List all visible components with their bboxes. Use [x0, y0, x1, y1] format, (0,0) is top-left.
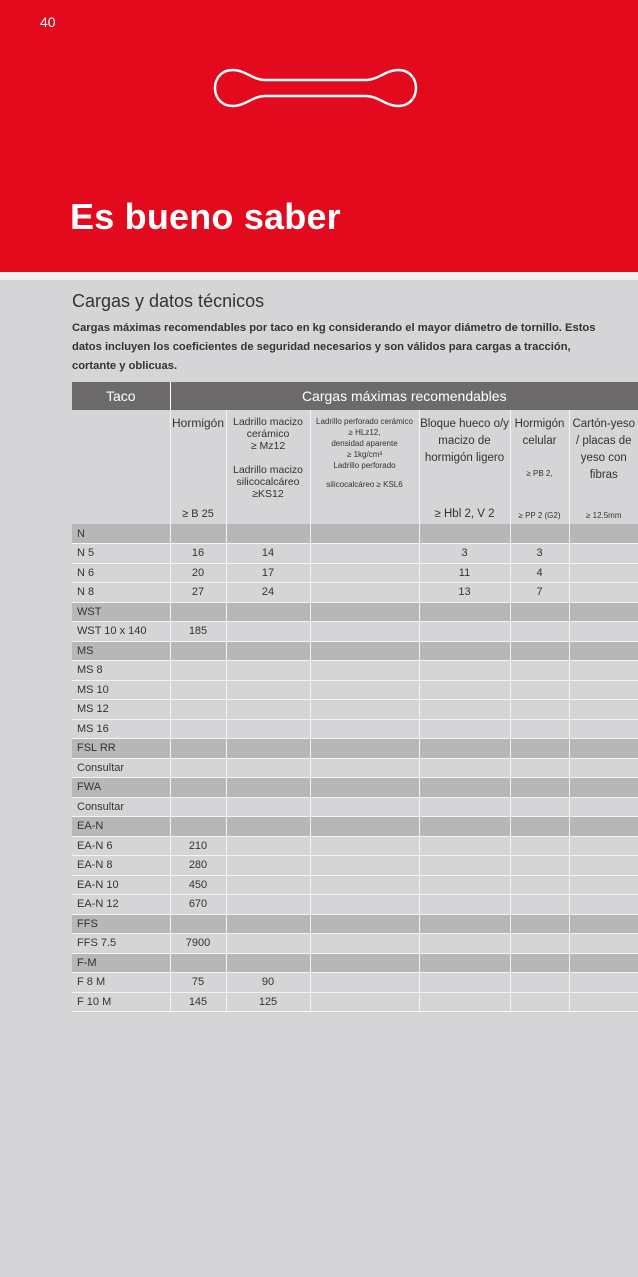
table-cell: [510, 758, 569, 778]
table-cell: [419, 524, 510, 544]
table-cell: [310, 739, 419, 759]
row-label: EA-N 10: [72, 875, 170, 895]
table-cell: [510, 973, 569, 993]
table-cell: [510, 641, 569, 661]
table-cell: [310, 856, 419, 876]
table-row: [72, 778, 638, 798]
table-cell: [569, 758, 638, 778]
table-cell: [569, 680, 638, 700]
table-cell: [419, 895, 510, 915]
table-cell: 145: [170, 992, 226, 1012]
table-cell: [170, 797, 226, 817]
table-cell: [510, 817, 569, 837]
row-label: N: [72, 524, 170, 544]
table-cell: [419, 817, 510, 837]
table-cell: [226, 934, 310, 954]
table-row: [72, 875, 638, 895]
header-ladrillo-c: Ladrillo macizo silicocalcáreo: [232, 464, 304, 488]
row-label: MS 12: [72, 700, 170, 720]
table-cell: [569, 875, 638, 895]
table-cell: [510, 992, 569, 1012]
table-cell: [510, 661, 569, 681]
table-row: [72, 758, 638, 778]
table-cell: [569, 661, 638, 681]
table-cell: [510, 856, 569, 876]
header-banner: [0, 0, 638, 272]
table-row: [72, 622, 638, 642]
header-celular-a: Hormigón celular: [514, 418, 565, 447]
table-cell: 450: [170, 875, 226, 895]
row-label: WST 10 x 140: [72, 622, 170, 642]
table-row: [72, 524, 638, 544]
header-carton-a: Cartón-yeso / placas de yeso con fibras: [572, 418, 636, 481]
table-cell: [419, 661, 510, 681]
table-cell: [569, 934, 638, 954]
table-cell: 3: [419, 544, 510, 564]
table-cell: 3: [510, 544, 569, 564]
header-perforado: [310, 410, 419, 524]
table-cell: [310, 953, 419, 973]
header-cargas: Cargas máximas recomendables: [170, 382, 638, 410]
table-cell: [310, 875, 419, 895]
header-taco: Taco: [72, 382, 170, 410]
header-blank: [72, 410, 170, 524]
table-cell: [226, 953, 310, 973]
table-cell: [510, 875, 569, 895]
row-label: MS 8: [72, 661, 170, 681]
header-ladrillo-b: ≥ Mz12: [250, 440, 286, 452]
table-cell: [310, 817, 419, 837]
table-cell: [226, 680, 310, 700]
table-cell: [310, 583, 419, 603]
table-cell: [419, 836, 510, 856]
table-cell: [419, 602, 510, 622]
header-carton: [569, 410, 638, 524]
table-row: [72, 719, 638, 739]
table-cell: [569, 817, 638, 837]
table-cell: [226, 641, 310, 661]
row-label: Consultar: [72, 797, 170, 817]
header-hormigon: [170, 410, 226, 524]
table-cell: [226, 778, 310, 798]
table-cell: [510, 934, 569, 954]
table-cell: [419, 622, 510, 642]
table-cell: [226, 700, 310, 720]
table-cell: [510, 797, 569, 817]
row-label: MS 16: [72, 719, 170, 739]
row-label: FWA: [72, 778, 170, 798]
divider-stripe: [0, 272, 638, 280]
table-cell: [510, 953, 569, 973]
header-ladrillo-a: Ladrillo macizo cerámico: [232, 416, 304, 440]
table-cell: 670: [170, 895, 226, 915]
header-perforado-b: ≥ HLz12,: [348, 428, 381, 437]
table-cell: [310, 895, 419, 915]
section-description: Cargas máximas recomendables por taco en kg considerando el mayor diámetro de tornillo. Estos datos incluyen los coeficientes de seguridad necesarios y son válidos para cargas a tracción, cortante y oblicuas.: [72, 322, 596, 372]
table-cell: [226, 836, 310, 856]
row-label: N 8: [72, 583, 170, 603]
header-carton-b: ≥ 12.5mm: [586, 511, 622, 520]
table-cell: [419, 719, 510, 739]
table-cell: 7900: [170, 934, 226, 954]
header-bloque-a: Bloque hueco o/y macizo de hormigón ligero: [420, 418, 509, 464]
table-cell: [569, 797, 638, 817]
table-cell: [310, 758, 419, 778]
table-cell: [510, 602, 569, 622]
row-label: FFS: [72, 914, 170, 934]
header-hormigon-label: Hormigón: [171, 416, 225, 430]
table-cell: [226, 758, 310, 778]
table-cell: [310, 680, 419, 700]
row-label: Consultar: [72, 758, 170, 778]
table-row: [72, 895, 638, 915]
table-cell: [310, 641, 419, 661]
table-row: [72, 583, 638, 603]
header-ladrillo: [226, 410, 310, 524]
header-celular-c: ≥ PP 2 (G2): [518, 511, 561, 520]
table-cell: [170, 758, 226, 778]
table-cell: [226, 602, 310, 622]
page-number: 40: [40, 14, 56, 30]
table-row: [72, 934, 638, 954]
table-cell: [226, 739, 310, 759]
header-perforado-c: densidad aparente: [331, 439, 398, 448]
table-cell: [170, 680, 226, 700]
section-subtitle: Cargas y datos técnicos: [72, 291, 265, 311]
table-cell: [419, 641, 510, 661]
table-cell: [419, 992, 510, 1012]
table-cell: [510, 719, 569, 739]
table-cell: [419, 778, 510, 798]
table-cell: [419, 934, 510, 954]
table-cell: [310, 778, 419, 798]
loads-table: [72, 382, 638, 1012]
table-cell: [226, 661, 310, 681]
table-cell: 11: [419, 563, 510, 583]
row-label: EA-N 6: [72, 836, 170, 856]
table-cell: [170, 602, 226, 622]
header-perforado-d: ≥ 1kg/cm³: [346, 450, 383, 459]
table-cell: [419, 680, 510, 700]
table-cell: 125: [226, 992, 310, 1012]
table-cell: [170, 778, 226, 798]
table-row: [72, 856, 638, 876]
table-cell: [310, 524, 419, 544]
table-cell: 17: [226, 563, 310, 583]
table-cell: [569, 524, 638, 544]
table-cell: [170, 914, 226, 934]
table-cell: [419, 914, 510, 934]
table-row: [72, 700, 638, 720]
table-cell: [226, 817, 310, 837]
table-row: [72, 914, 638, 934]
table-cell: 4: [510, 563, 569, 583]
table-cell: [310, 563, 419, 583]
table-cell: [569, 602, 638, 622]
table-cell: [510, 680, 569, 700]
row-label: EA-N 8: [72, 856, 170, 876]
table-row: [72, 973, 638, 993]
table-cell: [170, 641, 226, 661]
table-cell: [226, 875, 310, 895]
table-cell: [569, 700, 638, 720]
table-cell: [419, 953, 510, 973]
table-cell: 20: [170, 563, 226, 583]
page-title: Es bueno saber: [70, 196, 341, 237]
header-celular-b: ≥ PB 2,: [526, 469, 553, 478]
row-label: MS 10: [72, 680, 170, 700]
row-label: MS: [72, 641, 170, 661]
table-cell: [226, 622, 310, 642]
header-celular: [510, 410, 569, 524]
row-label: FSL RR: [72, 739, 170, 759]
table-cell: [510, 778, 569, 798]
table-cell: [510, 739, 569, 759]
table-cell: [310, 973, 419, 993]
header-hormigon-sub: ≥ B 25: [182, 508, 214, 520]
table-cell: [569, 953, 638, 973]
row-label: F-M: [72, 953, 170, 973]
table-cell: [170, 817, 226, 837]
row-label: FFS 7.5: [72, 934, 170, 954]
table-cell: [170, 953, 226, 973]
table-cell: [170, 524, 226, 544]
header-bloque-b: ≥ Hbl 2, V 2: [434, 508, 495, 520]
table-cell: [569, 719, 638, 739]
table-row: [72, 544, 638, 564]
table-cell: [510, 914, 569, 934]
table-cell: 7: [510, 583, 569, 603]
table-cell: [226, 914, 310, 934]
table-cell: [170, 739, 226, 759]
row-label: EA-N 12: [72, 895, 170, 915]
table-row: [72, 661, 638, 681]
table-cell: 27: [170, 583, 226, 603]
table-cell: [226, 895, 310, 915]
table-cell: [569, 563, 638, 583]
table-cell: 16: [170, 544, 226, 564]
table-cell: [569, 836, 638, 856]
table-cell: [226, 524, 310, 544]
row-label: F 8 M: [72, 973, 170, 993]
header-bloque: [419, 410, 510, 524]
table-cell: [510, 836, 569, 856]
header-perforado-a: Ladrillo perforado cerámico: [316, 417, 413, 426]
table-cell: 90: [226, 973, 310, 993]
table-cell: [419, 758, 510, 778]
table-cell: [310, 719, 419, 739]
table-cell: [170, 661, 226, 681]
table-cell: [419, 875, 510, 895]
table-cell: [569, 583, 638, 603]
table-cell: [510, 700, 569, 720]
row-label: EA-N: [72, 817, 170, 837]
table-cell: [569, 856, 638, 876]
row-label: N 5: [72, 544, 170, 564]
table-cell: [569, 973, 638, 993]
table-cell: [419, 739, 510, 759]
table-cell: 75: [170, 973, 226, 993]
table-cell: [569, 544, 638, 564]
table-cell: 13: [419, 583, 510, 603]
table-cell: [170, 719, 226, 739]
table-cell: [310, 661, 419, 681]
table-cell: [419, 856, 510, 876]
hanger-hole-icon: [213, 58, 418, 118]
table-cell: [419, 700, 510, 720]
header-perforado-f: silicocalcáreo ≥ KSL6: [326, 480, 403, 489]
table-row: [72, 739, 638, 759]
table-cell: [569, 622, 638, 642]
table-cell: [310, 992, 419, 1012]
table-row: [72, 602, 638, 622]
row-label: N 6: [72, 563, 170, 583]
table-cell: [226, 856, 310, 876]
table-cell: [569, 778, 638, 798]
table-row: [72, 817, 638, 837]
table-cell: [510, 622, 569, 642]
table-row: [72, 797, 638, 817]
table-cell: [226, 719, 310, 739]
table-cell: [569, 641, 638, 661]
table-cell: 14: [226, 544, 310, 564]
table-cell: [310, 544, 419, 564]
row-label: WST: [72, 602, 170, 622]
table-cell: [310, 622, 419, 642]
table-cell: [569, 895, 638, 915]
table-row: [72, 836, 638, 856]
table-row: [72, 992, 638, 1012]
table-cell: 210: [170, 836, 226, 856]
table-cell: [419, 973, 510, 993]
row-label: F 10 M: [72, 992, 170, 1012]
table-cell: [310, 934, 419, 954]
table-cell: [510, 895, 569, 915]
table-cell: [170, 700, 226, 720]
table-row: [72, 953, 638, 973]
table-cell: 185: [170, 622, 226, 642]
table-cell: [510, 524, 569, 544]
table-cell: [310, 602, 419, 622]
header-ladrillo-d: ≥KS12: [252, 488, 284, 500]
table-row: [72, 641, 638, 661]
table-cell: [419, 797, 510, 817]
table-row: [72, 680, 638, 700]
table-cell: [569, 739, 638, 759]
table-cell: [310, 914, 419, 934]
table-cell: [310, 836, 419, 856]
table-cell: 24: [226, 583, 310, 603]
table-cell: [226, 797, 310, 817]
table-cell: [569, 914, 638, 934]
table-cell: 280: [170, 856, 226, 876]
table-cell: [569, 992, 638, 1012]
header-perforado-e: Ladrillo perforado: [333, 461, 396, 470]
table-cell: [310, 700, 419, 720]
table-row: [72, 563, 638, 583]
table-cell: [310, 797, 419, 817]
